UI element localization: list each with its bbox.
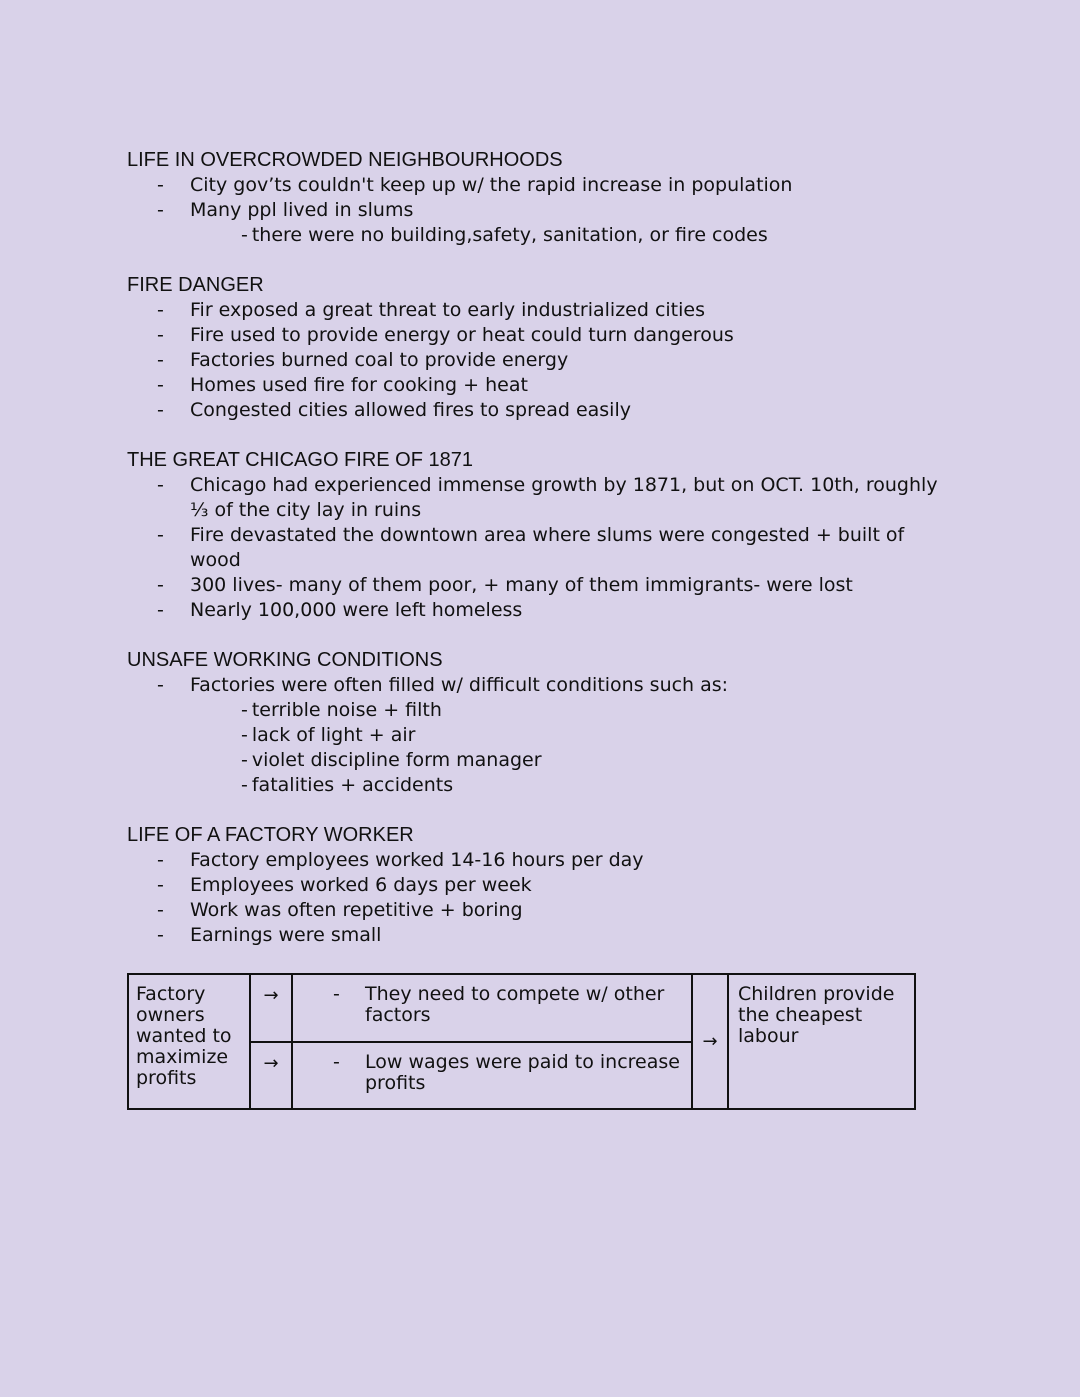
section-heading: LIFE OF A FACTORY WORKER	[127, 824, 414, 846]
sub-item-text: lack of light + air	[251, 724, 416, 746]
bullet-text: Fire used to provide energy or heat could turn dangerous	[190, 324, 734, 346]
dash-marker: -	[157, 599, 164, 621]
dash-marker: -	[157, 849, 164, 871]
arrow-right-icon: →	[692, 974, 728, 1109]
dash-marker: -	[333, 983, 340, 1005]
bullet-item	[127, 298, 950, 323]
dash-marker: -	[157, 199, 164, 221]
notes-page	[127, 148, 1027, 1110]
bullet-text: Factory employees worked 14-16 hours per day	[190, 849, 644, 871]
bullet-item	[127, 473, 950, 523]
sub-item-text: terrible noise + filth	[251, 699, 442, 721]
dash-marker: -	[157, 474, 164, 496]
sub-item-text: there were no building,safety, sanitation, or fire codes	[251, 224, 768, 246]
bullet-text: Fire devastated the downtown area where slums were congested + built of wood	[190, 524, 905, 571]
bullet-item	[127, 173, 950, 198]
bullet-text: Chicago had experienced immense growth by 1871, but on OCT. 10th, roughly ⅓ of the city lay in ruins	[190, 474, 938, 521]
dash-marker: -	[157, 324, 164, 346]
bullet-text: City gov’ts couldn't keep up w/ the rapid increase in population	[190, 174, 793, 196]
bullet-item	[127, 198, 950, 223]
reason-text: They need to compete w/ other factors	[365, 983, 665, 1026]
arrow-right-icon: →	[250, 1042, 292, 1110]
result-cell: Children provide the cheapest labour	[728, 974, 915, 1109]
sub-item-text: violet discipline form manager	[251, 749, 542, 771]
section-unsafe-working-conditions	[127, 648, 1027, 798]
bullet-text: Congested cities allowed fires to spread easily	[190, 399, 631, 421]
bullet-text: Earnings were small	[190, 924, 382, 946]
bullet-item	[127, 573, 950, 598]
dash-marker: -	[157, 399, 164, 421]
dash-marker: -	[157, 349, 164, 371]
bullet-item	[127, 923, 950, 948]
sub-item: - fatalities + accidents	[241, 774, 454, 796]
reason-cell	[292, 1042, 692, 1110]
bullet-list	[127, 473, 1027, 623]
bullet-text: Factories burned coal to provide energy	[190, 349, 569, 371]
dash-marker: -	[157, 574, 164, 596]
bullet-item	[127, 873, 950, 898]
bullet-text: Nearly 100,000 were left homeless	[190, 599, 523, 621]
dash-marker: -	[157, 174, 164, 196]
reason-text: Low wages were paid to increase profits	[365, 1050, 680, 1094]
bullet-text: Many ppl lived in slums	[190, 199, 414, 221]
section-fire-danger	[127, 273, 1027, 423]
section-heading: UNSAFE WORKING CONDITIONS	[127, 649, 443, 671]
bullet-item	[127, 523, 950, 573]
cause-cell: Factory owners wanted to maximize profits	[128, 974, 250, 1109]
bullet-text: Homes used fire for cooking + heat	[190, 374, 528, 396]
reason-cell	[292, 974, 692, 1042]
bullet-list	[127, 298, 1027, 423]
sub-item: - violet discipline form manager	[241, 749, 542, 771]
bullet-item	[127, 898, 950, 923]
section-great-chicago-fire	[127, 448, 1027, 623]
dash-marker: -	[333, 1050, 340, 1073]
dash-marker: -	[157, 299, 164, 321]
bullet-list	[127, 673, 1027, 698]
cause-effect-table	[127, 973, 916, 1110]
section-life-of-factory-worker	[127, 823, 1027, 948]
sub-item: - terrible noise + filth	[241, 699, 442, 721]
bullet-text: Factories were often filled w/ difficult conditions such as:	[190, 674, 729, 696]
sub-item-text: fatalities + accidents	[251, 774, 454, 796]
section-heading: LIFE IN OVERCROWDED NEIGHBOURHOODS	[127, 149, 563, 171]
bullet-item	[127, 398, 950, 423]
dash-marker: -	[157, 674, 164, 696]
dash-marker: -	[157, 374, 164, 396]
bullet-list	[127, 173, 1027, 223]
sub-item: - there were no building,safety, sanitation, or fire codes	[241, 224, 768, 246]
arrow-right-icon: →	[250, 974, 292, 1042]
section-heading: FIRE DANGER	[127, 274, 264, 296]
bullet-item	[127, 848, 950, 873]
bullet-item	[127, 348, 950, 373]
bullet-text: Fir exposed a great threat to early industrialized cities	[190, 299, 706, 321]
dash-marker: -	[157, 524, 164, 546]
section-heading: THE GREAT CHICAGO FIRE OF 1871	[127, 449, 473, 471]
bullet-item	[127, 323, 950, 348]
section-overcrowded-neighbourhoods	[127, 148, 1027, 248]
bullet-text: Work was often repetitive + boring	[190, 899, 523, 921]
dash-marker: -	[157, 924, 164, 946]
bullet-text: 300 lives- many of them poor, + many of them immigrants- were lost	[190, 574, 853, 596]
bullet-item	[127, 373, 950, 398]
bullet-item	[127, 598, 950, 623]
dash-marker: -	[157, 874, 164, 896]
bullet-list	[127, 848, 1027, 948]
bullet-text: Employees worked 6 days per week	[190, 874, 532, 896]
bullet-item	[127, 673, 950, 698]
sub-item: - lack of light + air	[241, 724, 416, 746]
dash-marker: -	[157, 899, 164, 921]
